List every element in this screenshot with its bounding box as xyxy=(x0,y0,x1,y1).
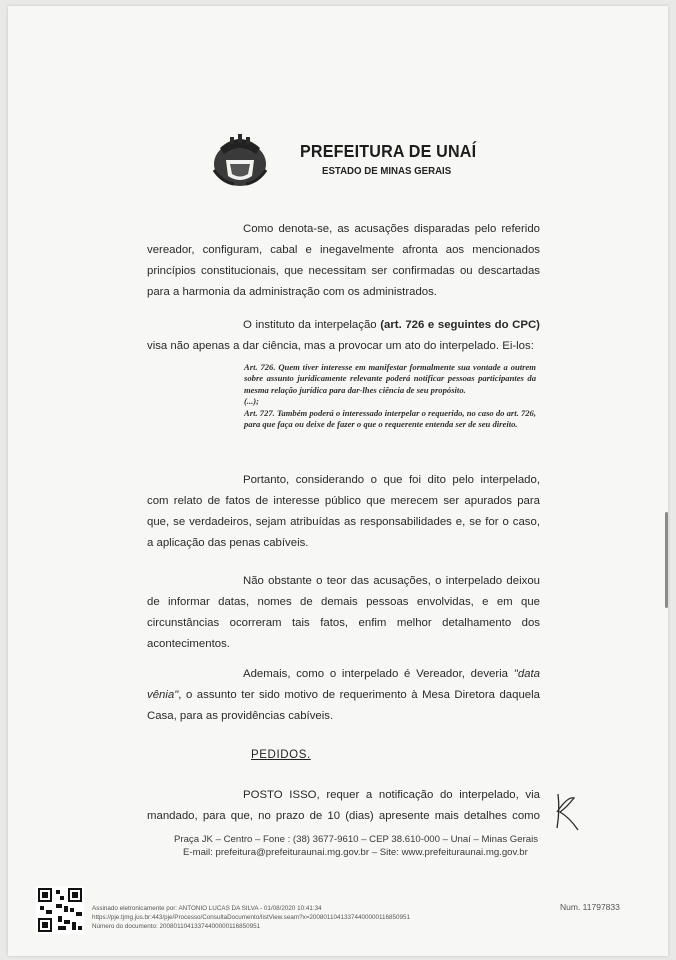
header-title: PREFEITURA DE UNAÍ xyxy=(300,141,477,161)
paragraph-5 xyxy=(147,664,540,727)
paragraph-5-text-b: , o assunto ter sido motivo de requerimento à Mesa Diretora daquela Casa, para as providências cabíveis. xyxy=(147,689,540,722)
paragraph-5-latin-quote: "data vênia" xyxy=(147,668,540,701)
legal-quote xyxy=(244,362,536,430)
quote-art-726: Art. 726. Quem tiver interesse em manifestar formalmente sua vontade a outrem sobre assunto juridicamente relevante poderá notificar pessoas participantes da mesma relação jurídica para dar-lhes ciência de seu propósito. xyxy=(244,362,536,395)
document-num-label: Num. 11797833 xyxy=(560,902,620,912)
qr-code-icon[interactable] xyxy=(36,886,84,934)
paragraph-5-text-a: Ademais, como o interpelado é Vereador, deveria xyxy=(243,668,514,680)
paragraph-6-text: POSTO ISSO, requer a notificação do interpelado, via mandado, para que, no prazo de 10 (dias) apresente mais detalhes como xyxy=(147,789,540,822)
paragraph-4 xyxy=(147,571,540,655)
document-number: Número do documento: 20080110413374400000116850951 xyxy=(92,923,261,930)
document-url[interactable]: https://pje.tjmg.jus.br:443/pje/Processo/ConsultaDocumento/listView.seam?x=20080110413374400000116850951 xyxy=(92,914,411,921)
paragraph-4-text: Não obstante o teor das acusações, o interpelado deixou de informar datas, nomes de demais pessoas envolvidas, e em que circunstâncias ocorreram tais fatos, enfim melhor detalhamento dos acontecimentos. xyxy=(147,575,540,650)
paragraph-1 xyxy=(147,219,540,303)
municipal-crest-icon xyxy=(208,132,272,190)
signed-by-line: Assinado eletronicamente por: ANTONIO LUCAS DA SILVA - 01/08/2020 10:41:34 xyxy=(92,905,322,912)
header-subtitle: ESTADO DE MINAS GERAIS xyxy=(322,165,452,177)
footer-contact: E-mail: prefeitura@prefeituraunai.mg.gov.br – Site: www.prefeituraunai.mg.gov.br xyxy=(183,847,528,858)
paragraph-2-cpc-ref: (art. 726 e seguintes do CPC) xyxy=(380,319,540,331)
handwritten-initials xyxy=(552,790,580,832)
footer-address: Praça JK – Centro – Fone : (38) 3677-9610 – CEP 38.610-000 – Unaí – Minas Gerais xyxy=(174,834,539,845)
quote-ellipsis: (...); xyxy=(244,396,260,407)
paragraph-3-text: Portanto, considerando o que foi dito pelo interpelado, com relato de fatos de interesse público que merecem ser apurados para que, se verdadeiros, sejam atribuídas as responsabilidades e, se for o caso, a aplicação das penas cabíveis. xyxy=(147,474,540,549)
quote-art-727: Art. 727. Também poderá o interessado interpelar o requerido, no caso do art. 726, para que faça ou deixe de fazer o que o requerente entenda ser de seu direito. xyxy=(244,407,536,430)
paragraph-3 xyxy=(147,470,540,554)
paragraph-1-text: Como denota-se, as acusações disparadas pelo referido vereador, configuram, cabal e inegavelmente afronta aos mencionados princípios constitucionais, que necessitam ser confirmadas ou descartadas para a harmonia da administração com os administrados. xyxy=(147,223,540,298)
paragraph-6 xyxy=(147,785,540,827)
vertical-scrollbar[interactable] xyxy=(665,512,668,608)
section-title-pedidos: PEDIDOS. xyxy=(251,749,311,761)
paragraph-2-text-a: O instituto da interpelação xyxy=(243,319,381,331)
paragraph-2-text-b: visa não apenas a dar ciência, mas a provocar um ato do interpelado. Ei-los: xyxy=(147,340,534,352)
paragraph-2 xyxy=(147,315,540,357)
